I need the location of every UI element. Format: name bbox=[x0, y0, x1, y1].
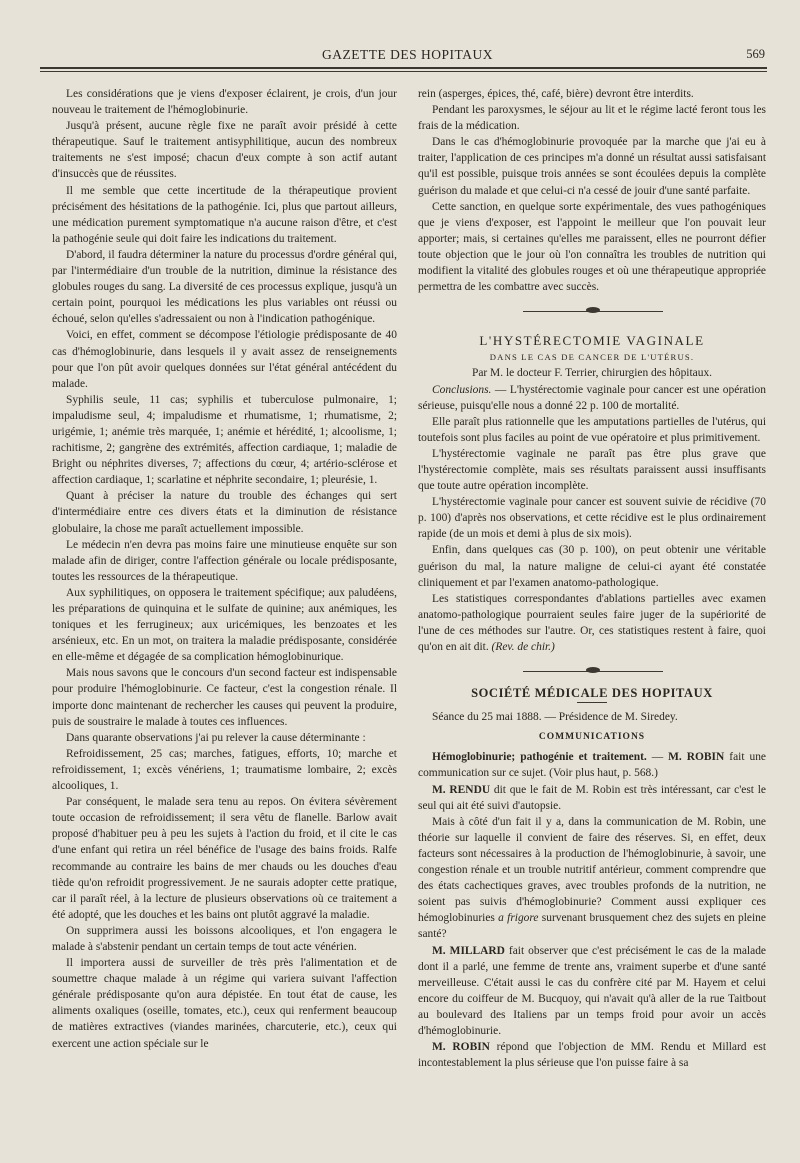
left-column bbox=[52, 86, 397, 1052]
paragraph: D'abord, il faudra déterminer la nature du processus d'ordre général qui, par l'intermédiaire d'un trouble de la nutrition, diminue la résistance des globules rouges du sang. La diversité de ces processus explique, jusqu'à un certain point, pourquoi les médications les plus variables ont réussi ou échoué, selon qu'elles s'adressaient ou non à l'indication pathogénique. bbox=[52, 248, 397, 326]
separator-ornament bbox=[418, 303, 766, 319]
separator-ornament bbox=[418, 663, 766, 679]
paragraph: Jusqu'à présent, aucune règle fixe ne paraît avoir présidé à cette thérapeutique. Sauf le traitement antisyphilitique, aucun des nombreux traitements ne s'est imposé; chacun d'eux compte à son actif autant d'insuccès que de réussites. bbox=[52, 120, 397, 181]
running-head bbox=[50, 47, 765, 63]
paragraph: On supprimera aussi les boissons alcooliques, et l'on engagera le malade à s'abstenir pendant un certain temps de tout acte vénérien. bbox=[52, 924, 397, 953]
paragraph: rein (asperges, épices, thé, café, bière) devront être interdits. bbox=[418, 88, 694, 100]
paragraph bbox=[418, 814, 766, 943]
paragraph: Cette sanction, en quelque sorte expérimentale, des vues pathogéniques que je viens d'exposer, est l'appoint le meilleur que l'on pouvait leur apporter; mais, si certaines qu'elles me paraissent, elles ne pourront défier toute objection que le jour où l'on connaîtra les troubles de nutrition qui modifient la vitalité des globules rouges et où une thérapeutique appropriée permettra de les combattre avec succès. bbox=[418, 200, 766, 294]
paragraph: L'hystérectomie vaginale ne paraît pas être plus grave que l'hystérectomie complète, mais ses résultats paraissent aussi insuffisants que toute autre opération incomplète. bbox=[418, 447, 766, 493]
paragraph: Le médecin n'en devra pas moins faire une minutieuse enquête sur son malade afin de diriger, contre l'affection générale ou locale prédisposante, toutes les ressources de la thérapeutique. bbox=[52, 538, 397, 583]
paragraph bbox=[418, 382, 766, 414]
paragraph: Aux syphilitiques, on opposera le traitement spécifique; aux paludéens, les préparations de quinquina et le sulfate de quinine; aux anémiques, les toniques et les ferrugineux; aux uricémiques, les benzoates et les arsénieux, etc. En un mot, on traitera la maladie prédisposante, considérée en elle-même et dégagée de sa complication hémoglobinurique. bbox=[52, 586, 397, 664]
conclusions-label: Conclusions. bbox=[432, 383, 492, 396]
paragraph: Syphilis seule, 11 cas; syphilis et tuberculose pulmonaire, 1; impaludisme seul, 4; impaludisme et rhumatisme, 1; rhumatisme, 2; urigémie, 1; anémie très marquée, 1; anémie et hérédité, 1; alcoolisme, 1; rachitisme, 2; gangrène des extrémités, affection cardiaque, 1; maladie de Bright ou néphrites diverses, 7; affections du cœur, 4; artério-sclérose et affection cardiaque, 1; scarlatine et néphrite secondaire, 1; pleurésie, 1. bbox=[52, 393, 397, 487]
speaker-name: M. RENDU bbox=[432, 783, 491, 796]
italic-term: a frigore bbox=[498, 912, 539, 925]
separator-dot bbox=[586, 307, 600, 313]
paragraph-text: répond que l'objection de MM. Rendu et Millard est incontestablement la plus sérieuse que l'on puisse faire à sa bbox=[418, 1041, 766, 1070]
topic-title: Hémoglobinurie; pathogénie et traitement. bbox=[432, 751, 647, 764]
paragraph: Quant à préciser la nature du trouble des échanges qui sert d'intermédiaire entre ces divers états et la diminution de résistance globulaire, la chose me paraît actuellement impossible. bbox=[52, 490, 397, 535]
paragraph: Dans quarante observations j'ai pu relever la cause déterminante : bbox=[66, 731, 366, 744]
article-title: L'HYSTÉRECTOMIE VAGINALE bbox=[479, 333, 705, 349]
header-rule-thick bbox=[40, 67, 767, 69]
article-subtitle: DANS LE CAS DE CANCER DE L'UTÉRUS. bbox=[489, 352, 695, 363]
speaker-name: M. ROBIN bbox=[668, 751, 725, 764]
paragraph-text: — L'hystérectomie vaginale pour cancer est une opération sérieuse, puisqu'elle nous a donné 22 p. 100 de mortalité. bbox=[418, 383, 766, 412]
journal-title: GAZETTE DES HOPITAUX bbox=[322, 47, 493, 62]
paragraph-text: survenant brusquement chez des sujets en pleine santé? bbox=[418, 912, 766, 941]
right-column bbox=[418, 86, 766, 1071]
paragraph: Par conséquent, le malade sera tenu au repos. On évitera sévèrement toute occasion de refroidissement; il sera vêtu de flanelle. Barlow avait proposé d'habituer peu à peu les sujets à l'action du froid, et il cite le cas d'une enfant qui retira un réel bénéfice de l'usage des bains froids. Ralfe recommande au contraire les bains de mer chauds ou les douches d'eau tiède qu'on refroidit progressivement. Je ne saurais adopter cette pratique, car il paraît réel, à la lecture de plusieurs observations où ce traitement a été adopté, que les douches et les bains ont plutôt aggravé la maladie. bbox=[52, 796, 397, 921]
session-line: Séance du 25 mai 1888. — Présidence de M. Siredey. bbox=[432, 711, 678, 724]
paragraph: Les considérations que je viens d'exposer éclairent, je crois, d'un jour nouveau le traitement de l'hémoglobinurie. bbox=[52, 88, 397, 117]
paragraph-text: dit que le fait de M. Robin est très intéressant, car c'est le seul qui ait été suivi d'autopsie. bbox=[418, 783, 766, 812]
paragraph: L'hystérectomie vaginale pour cancer est souvent suivie de récidive (70 p. 100) d'après nos observations, et cette récidive est le plus ordinairement rapide (de un mois et demi à plus de six mois). bbox=[418, 496, 766, 541]
separator-dot bbox=[586, 667, 600, 673]
paragraph: Dans le cas d'hémoglobinurie provoquée par la marche que j'ai eu à traiter, l'application de ces principes m'a donné un résultat aussi satisfaisant qu'il est possible, puisque trois années se sont écoulées depuis la complète guérison du malade et que celui-ci n'a cessé de jouir d'une santé parfaite. bbox=[418, 136, 766, 197]
society-title: SOCIÉTÉ MÉDICALE DES HOPITAUX bbox=[471, 686, 713, 701]
paragraph: Voici, en effet, comment se décompose l'étiologie prédisposante de 40 cas d'hémoglobinurie, dans lesquels il y avait assez de renseignements pour que l'on pût avoir quelques données sur l'état général antécédent du malade. bbox=[52, 329, 397, 390]
paragraph bbox=[418, 943, 766, 1040]
header-rule-thin bbox=[40, 71, 767, 72]
source-citation: (Rev. de chir.) bbox=[491, 641, 555, 653]
communications-heading: COMMUNICATIONS bbox=[538, 732, 646, 743]
paragraph: Il importera aussi de surveiller de très près l'alimentation et de soumettre chaque malade à un régime qui variera suivant l'affection générale prédisposante qu'on aura dépistée. En tout état de cause, les aliments oxaliques (oseille, tomates, etc.), ceux qui renferment beaucoup de matières extractives (viandes marinées, charcuterie, etc.), ceux qui exercent une action spéciale sur le bbox=[52, 957, 397, 1050]
paragraph: Pendant les paroxysmes, le séjour au lit et le régime lacté feront tous les frais de la médication. bbox=[418, 104, 766, 133]
paragraph bbox=[418, 591, 766, 655]
paragraph-text: fait une communication sur ce sujet. (Voir plus haut, p. 568.) bbox=[418, 751, 766, 780]
paragraph: Il me semble que cette incertitude de la thérapeutique provient précisément des hésitations de la pathogénie. Ici, plus que partout ailleurs, une médication purement symptomatique n'a aucune raison d'être, et c'est la pathogénie seule qui doit faire les indications du traitement. bbox=[52, 184, 397, 245]
paragraph: Hémoglobinurie; pathogénie et traitement. — M. ROBIN fait une communication sur ce sujet. (Voir plus haut, p. 568.) bbox=[418, 751, 766, 780]
paragraph-text: fait observer que c'est précisément le cas de la malade dont il a parlé, une femme de trente ans, vraiment superbe et d'une santé merveilleuse. C'était aussi le cas du confrère cité par M. Hayem et celui encore du coiffeur de M. Bucquoy, qui n'avait qu'à aller de la rue Taitbout au boulevard des Italiens par un temps froid pour avoir un accès d'hémoglobinurie. bbox=[418, 944, 766, 1037]
paragraph: Elle paraît plus rationnelle que les amputations partielles de l'utérus, qui toutefois sont plus faciles au point de vue opératoire et plus primitivement. bbox=[418, 415, 766, 444]
speaker-name: M. MILLARD bbox=[432, 944, 505, 957]
paragraph: Refroidissement, 25 cas; marches, fatigues, efforts, 10; marche et refroidissement, 1; excès vénériens, 1; traumatisme lombaire, 2; excès alcooliques, 1. bbox=[52, 747, 397, 793]
paragraph-text: Mais à côté d'un fait il y a, dans la communication de M. Robin, une théorie sur laquelle il convient de faire des réserves. Si, en effet, deux facteurs sont nécessaires à la production de l'hémoglobinurie, à savoir, une congestion rénale et un trouble nutritif antérieur, comment comprendre que des états cachectiques graves, avec troubles profonds de la nutrition, ne soient pas suivis d'hémoglobinurie? Comment aussi expliquer ces hémoglobinuries bbox=[418, 815, 766, 925]
article-author: Par M. le docteur F. Terrier, chirurgien des hôpitaux. bbox=[471, 367, 713, 380]
paragraph bbox=[418, 782, 766, 814]
paragraph: Enfin, dans quelques cas (30 p. 100), on peut obtenir une véritable guérison du mal, la nature maligne de celui-ci ayant été constatée cliniquement et par l'examen anatomo-pathologique. bbox=[418, 544, 766, 589]
paragraph: Mais nous savons que le concours d'un second facteur est indispensable pour produire l'hémoglobinurie. Ce facteur, c'est la congestion rénale. Il importe donc maintenant de rechercher les causes qui peuvent la produire, puis de soustraire le malade à toutes ces influences. bbox=[52, 667, 397, 728]
page-number: 569 bbox=[746, 47, 765, 61]
paragraph bbox=[418, 1039, 766, 1071]
speaker-name: M. ROBIN bbox=[432, 1041, 490, 1054]
paragraph-text: Les statistiques correspondantes d'ablations partielles avec examen anatomo-pathologique pourraient seules faire juger de la supériorité de l'une de ces méthodes sur l'autre. Or, ces statistiques restent à faire, quoi qu'on en ait dit. bbox=[418, 592, 766, 653]
short-rule bbox=[577, 702, 607, 703]
